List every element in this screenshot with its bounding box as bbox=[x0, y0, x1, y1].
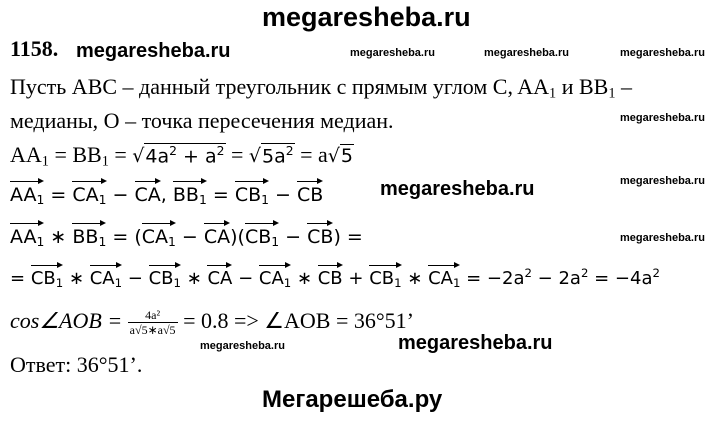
watermark-mid: megaresheba.ru bbox=[380, 178, 535, 200]
watermark-small: megaresheba.ru bbox=[350, 47, 435, 59]
watermark-small: megaresheba.ru bbox=[484, 47, 569, 59]
text-line-1: Пусть ABC – данный треугольник с прямым углом C, $AA_1$ и $BB_1$ – bbox=[10, 74, 632, 102]
text-line-2: медианы, O – точка пересечения медиан. bbox=[10, 108, 394, 133]
answer: Ответ: 36°51’. bbox=[10, 352, 143, 377]
equation-expansion: = $CB_1$ ∗ $CA_1 - CB_1$ ∗ CA − $CA_1$ ∗ CB + $CB_1$ ∗ $CA_1 = -2a^2 - 2a^2 = -4a^2$ bbox=[10, 266, 660, 290]
equation-vectors: $AA_1 = CA_1$ − CA, $BB_1 = CB_1$ − CB bbox=[10, 184, 324, 208]
watermark-small: megaresheba.ru bbox=[620, 232, 705, 244]
equation-median-length: $AA_1 = BB_1 = √4a^2 + a^2 = √5a^2 = a√5$ bbox=[10, 142, 353, 170]
equation-dot-product: $AA_1$ ∗ $BB_1 = (CA_1 - CA)(CB_1 - CB)$ = bbox=[10, 226, 363, 250]
watermark-small: megaresheba.ru bbox=[620, 175, 705, 187]
equation-cosine: cos∠AOB = $\frac{\text{4a²}}{a√5∗a√5}$ = 0.8 => ∠AOB = 36°51’ bbox=[10, 308, 414, 338]
watermark-top: megaresheba.ru bbox=[262, 2, 471, 32]
watermark-inline: megaresheba.ru bbox=[76, 40, 231, 62]
watermark-small: megaresheba.ru bbox=[200, 340, 285, 352]
problem-number: 1158. bbox=[10, 36, 59, 61]
watermark-mid: megaresheba.ru bbox=[398, 332, 553, 354]
watermark-small: megaresheba.ru bbox=[620, 47, 705, 59]
watermark-footer: Мегарешеба.ру bbox=[262, 386, 443, 413]
watermark-small: megaresheba.ru bbox=[620, 112, 705, 124]
